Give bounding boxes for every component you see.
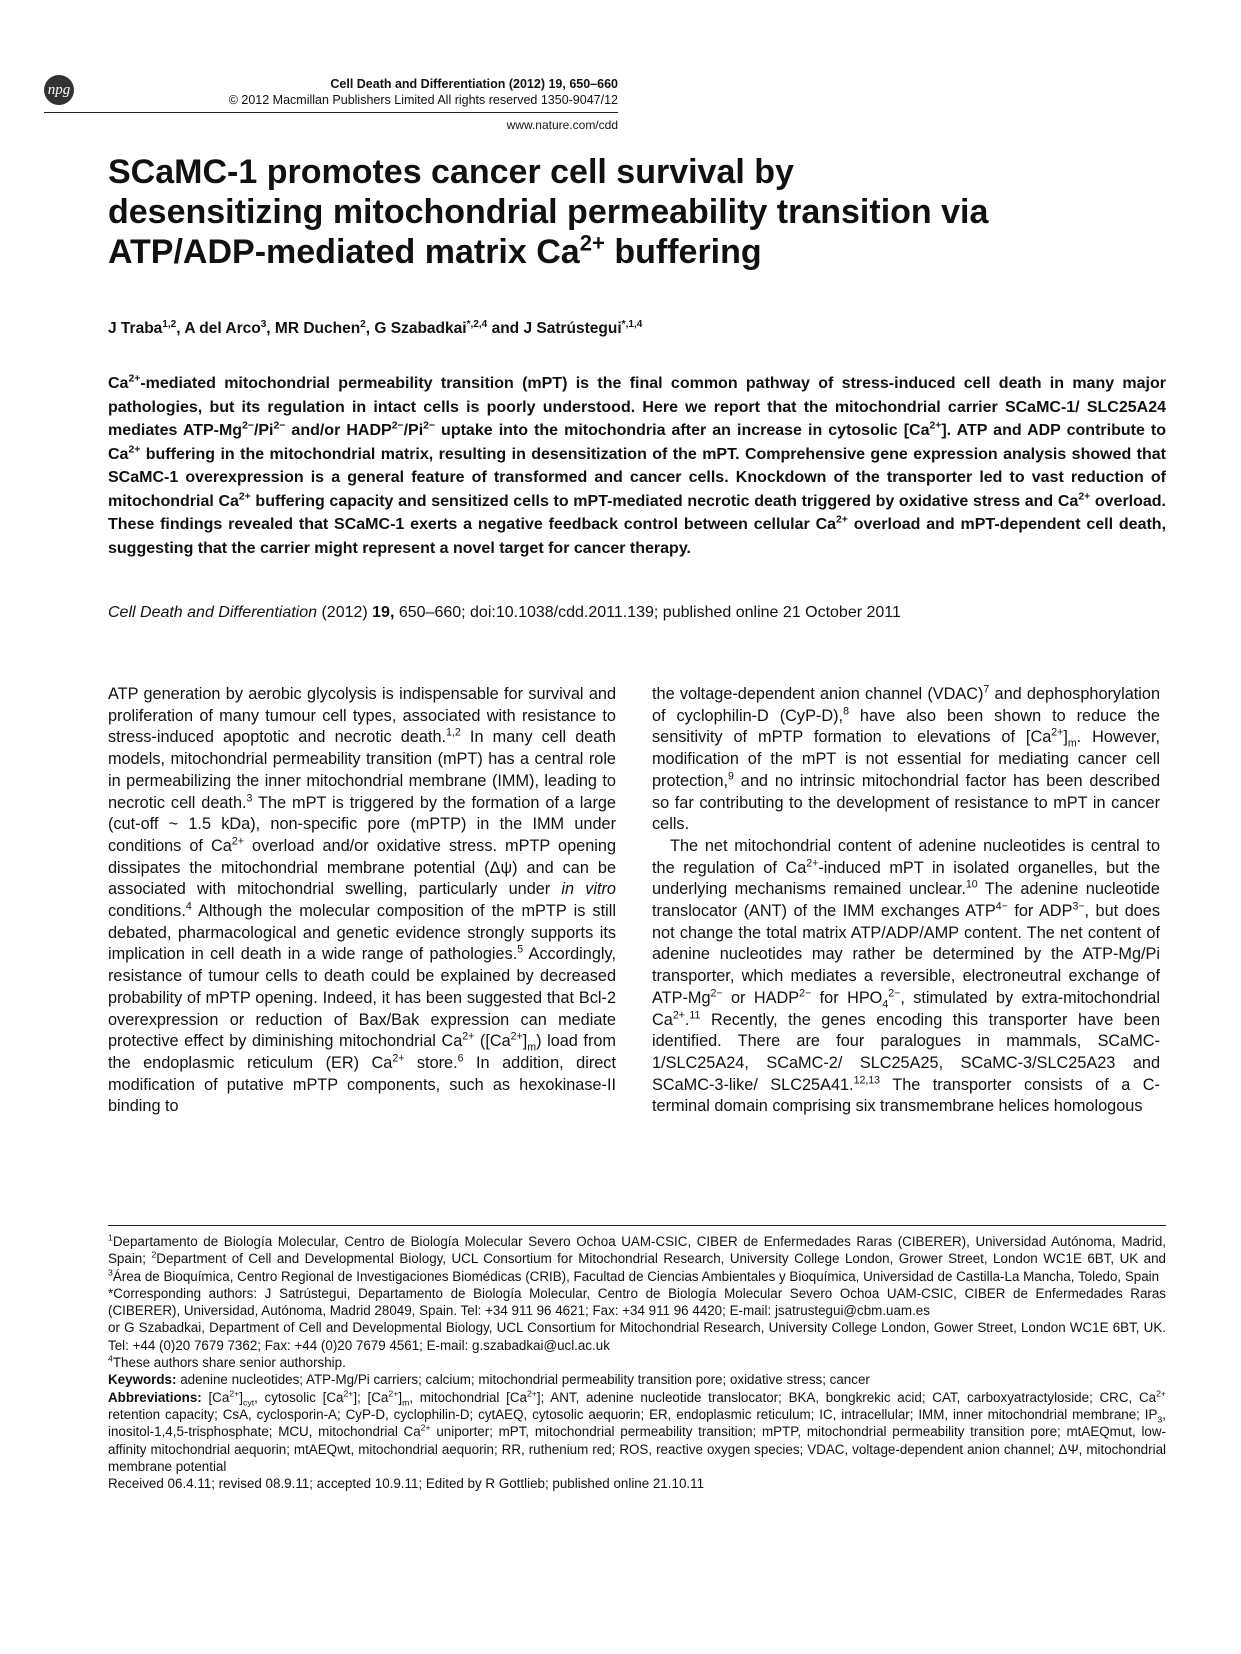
body-paragraph: The net mitochondrial content of adenine nucleotides is central to the regulation of $Ca^{2+}$-induced mPT in isolated organelles, but the underlying mechanisms remained unclear.$^{10}$ The adenine nucleotide translocator (ANT) of the IMM exchanges $ATP^{4-}$ for $ADP^{3-}$, but does not change the total matrix ATP/ADP/AMP content. The net content of adenine nucleotides may rather be determined by the ATP-Mg/Pi transporter, which mediates a reversible, electroneutral exchange of ATP-$Mg^{2-}$ or $HADP^{2-}$ for $HPO_4^{2-}$, stimulated by extra-mitochondrial $Ca^{2+}.^{11}$ Recently, the genes encoding this transporter have been identified. There are four paralogues in mammals, SCaMC-1/SLC25A24, SCaMC-2/ SLC25A25, SCaMC-3/SLC25A23 and SCaMC-3-like/ SLC25A41.$^{12,13}$ The transporter consists of a C-terminal domain comprising six transmembrane helices homologous bbox=[652, 836, 1161, 1116]
body-paragraph: ATP generation by aerobic glycolysis is indispensable for survival and proliferation of many tumour cell types, associated with resistance to stress-induced apoptotic and necrotic death.$^{1,2}$ In many cell death models, mitochondrial permeability transition (mPT) has a central role in permeabilizing the inner mitochondrial membrane (IMM), leading to necrotic cell death.$^3$ The mPT is triggered by the formation of a large (cut-off ~ 1.5 kDa), non-specific pore (mPTP) in the IMM under conditions of $Ca^{2+}$ overload and/or oxidative stress. mPTP opening dissipates the mitochondrial membrane potential (Δψ) and can be associated with mitochondrial swelling, particularly under in vitro conditions.$^4$ Although the molecular composition of the mPTP is still debated, pharmacological and genetic evidence strongly supports its implication in cell death in a wide range of pathologies.$^5$ Accordingly, resistance of tumour cells to death could be explained by decreased probability of mPTP opening. Indeed, it has been suggested that Bcl-2 overexpression or reduction of Bax/Bak expression can mediate protective effect by diminishing mitochondrial $Ca^{2+}$ $([Ca^{2+}]_m)$ load from the endoplasmic reticulum (ER) $Ca^{2+}$ store.$^6$ In addition, direct modification of putative mPTP components, such as hexokinase-II binding to bbox=[108, 685, 616, 1116]
citation-line: Cell Death and Differentiation (2012) 19, 650–660; doi:10.1038/cdd.2011.139; published online 21 October 2011 bbox=[108, 604, 901, 621]
footnotes bbox=[108, 1233, 1166, 1492]
corresponding-authors-2: or G Szabadkai, Department of Cell and Developmental Biology, UCL Consortium for Mitochondrial Research, University College London, Gower Street, London WC1E 6BT, UK. Tel: +44 (0)20 7679 7362; Fax: +44 (0)20 7679 4561; E-mail: g.szabadkai@ucl.ac.uk bbox=[108, 1320, 1166, 1353]
header-rule bbox=[44, 112, 618, 113]
copyright-line: © 2012 Macmillan Publishers Limited All rights reserved 1350-9047/12 bbox=[228, 93, 618, 107]
abstract: $Ca^{2+}$-mediated mitochondrial permeability transition (mPT) is the final common pathway of stress-induced cell death in many major pathologies, but its regulation in intact cells is poorly understood. Here we report that the mitochondrial carrier SCaMC-1/ SLC25A24 mediates ATP-$Mg^{2-}/Pi^{2-}$ and/or $HADP^{2-}/Pi^{2-}$ uptake into the mitochondria after an increase in cytosolic $[Ca^{2+}]$. ATP and ADP contribute to $Ca^{2+}$ buffering in the mitochondrial matrix, resulting in desensitization of the mPT. Comprehensive gene expression analysis showed that SCaMC-1 overexpression is a general feature of transformed and cancer cells. Knockdown of the transporter led to vast reduction of mitochondrial $Ca^{2+}$ buffering capacity and sensitized cells to mPT-mediated necrotic death triggered by oxidative stress and $Ca^{2+}$ overload. These findings revealed that SCaMC-1 exerts a negative feedback control between cellular $Ca^{2+}$ overload and mPT-dependent cell death, suggesting that the carrier might represent a novel target for cancer therapy. bbox=[108, 373, 1167, 557]
article-title: SCaMC-1 promotes cancer cell survival by desensitizing mitochondrial permeability transition via ATP/ADP-mediated matrix $Ca^{2+}$ buffering bbox=[108, 153, 989, 271]
author-list: J Traba$^{1,2}$, A del Arco$^3$, MR Duchen$^2$, G Szabadkai$^{*,2,4}$ and J Satrústegui$^{*,1,4}$ bbox=[108, 318, 643, 337]
affiliations: $^1$Departamento de Biología Molecular, Centro de Biología Molecular Severo Ochoa UAM-CSIC, CIBER de Enfermedades Raras (CIBERER), Universidad Autónoma, Madrid, Spain; $^2$Department of Cell and Developmental Biology, UCL Consortium for Mitochondrial Research, University College London, Grower Street, London WC1E 6BT, UK and $^3$Área de Bioquímica, Centro Regional de Investigaciones Biomédicas (CRIB), Facultad de Ciencias Ambientales y Bioquímica, Universidad de Castilla-La Mancha, Toledo, Spain bbox=[108, 1232, 1166, 1284]
journal-url[interactable]: www.nature.com/cdd bbox=[506, 118, 618, 132]
body-paragraph: the voltage-dependent anion channel (VDAC)$^7$ and dephosphorylation of cyclophilin-D (CyP-D),$^8$ have also been shown to reduce the sensitivity of mPTP formation to elevations of $[Ca^{2+}]_m$. However, modification of the mPT is not essential for mediating cancer cell protection,$^9$ and no intrinsic mitochondrial factor has been described so far contributing to the development of resistance to mPT in cancer cells. bbox=[652, 683, 1160, 834]
abbreviations: Abbreviations: $[Ca^{2+}]_{cyt}$, cytosolic $[Ca^{2+}]$; $[Ca^{2+}]_m$, mitochondrial $[Ca^{2+}]$; ANT, adenine nucleotide translocator; BKA, bongkrekic acid; CAT, carboxyatractyloside; CRC, $Ca^{2+}$ retention capacity; CsA, cyclosporin-A; CyP-D, cyclophilin-D; cytAEQ, cytosolic aequorin; ER, endoplasmic reticulum; IC, intracellular; IMM, inner mitochondrial membrane; $IP_3$, inositol-1,4,5-trisphosphate; MCU, mitochondrial $Ca^{2+}$ uniporter; mPT, mitochondrial permeability transition; mPTP, mitochondrial permeability transition pore; mtAEQmut, low-affinity mitochondrial aequorin; mtAEQwt, mitochondrial aequorin; RR, ruthenium red; ROS, reactive oxygen species; VDAC, voltage-dependent anion channel; ΔΨ, mitochondrial membrane potential bbox=[108, 1388, 1167, 1474]
body-column-left bbox=[108, 684, 616, 1118]
journal-header bbox=[186, 76, 618, 108]
footnote-rule bbox=[108, 1225, 1166, 1226]
publisher-logo: npg bbox=[44, 75, 74, 105]
body-column-right bbox=[652, 684, 1160, 1118]
received-dates: Received 06.4.11; revised 08.9.11; accepted 10.9.11; Edited by R Gottlieb; published online 21.10.11 bbox=[108, 1476, 705, 1492]
corresponding-authors: *Corresponding authors: J Satrústegui, Departamento de Biología Molecular, Centro de Biología Molecular Severo Ochoa UAM-CSIC, CIBER de Enfermedades Raras (CIBERER), Universidad, Autónoma, Madrid 28049, Spain. Tel: +34 911 96 4621; Fax: +34 911 96 4420; E-mail: jsatrustegui@cbm.uam.es bbox=[108, 1285, 1166, 1319]
keywords: Keywords: adenine nucleotides; ATP-Mg/Pi carriers; calcium; mitochondrial permeability transition pore; oxidative stress; cancer bbox=[108, 1372, 870, 1388]
journal-line: Cell Death and Differentiation (2012) 19, 650–660 bbox=[330, 77, 618, 91]
senior-authorship-note: $^4$These authors share senior authorship. bbox=[108, 1353, 346, 1371]
